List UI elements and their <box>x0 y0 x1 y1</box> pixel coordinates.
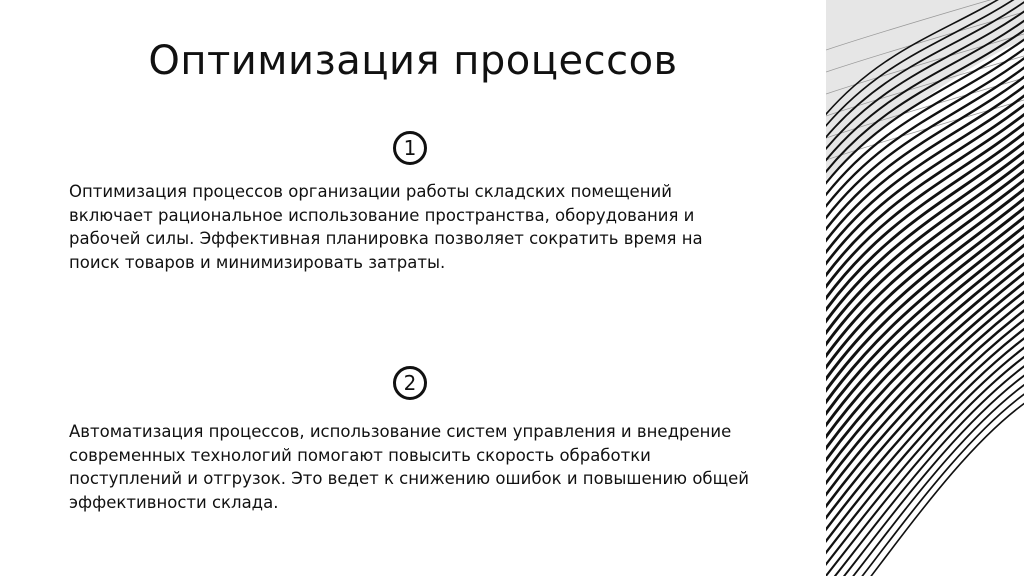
decorative-wave-image <box>826 0 1024 576</box>
wave-line <box>826 372 1024 576</box>
section-number-1: 1 <box>403 136 417 160</box>
section-number-badge-1 <box>393 131 427 165</box>
slide-title: Оптимизация процессов <box>148 38 678 84</box>
wave-line <box>826 148 1024 328</box>
wave-lines-graphic <box>826 0 1024 576</box>
section-number-badge-2 <box>393 366 427 400</box>
section-text-1: Оптимизация процессов организации работы складских помещений включает рациональное использование пространства, оборудования и рабочей силы. Эффективная планировка позволяет сократить время на поиск товаров и минимизировать затраты. <box>69 182 703 272</box>
section-text-2: Автоматизация процессов, использование систем управления и внедрение современных технологий помогают повысить скорость обработки поступлений и отгрузок. Это ведет к снижению ошибок и повышению общей эффективности склада. <box>69 422 750 512</box>
section-number-2: 2 <box>403 371 417 395</box>
